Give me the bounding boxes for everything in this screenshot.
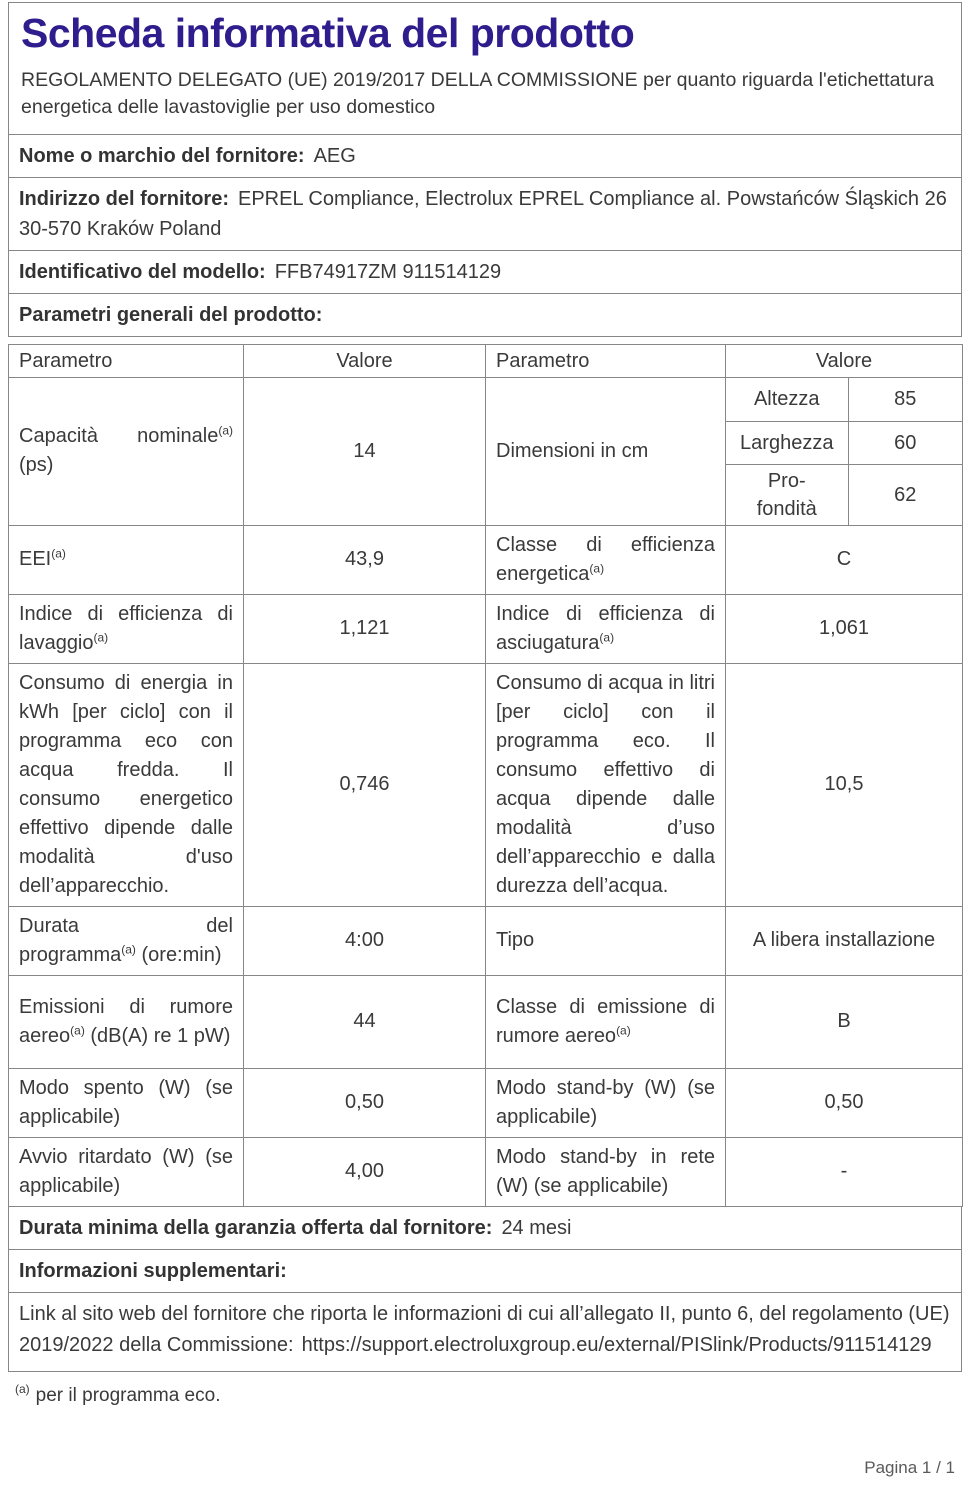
param-value-capacita-nominale: 14: [244, 378, 486, 526]
regulation-text: REGOLAMENTO DELEGATO (UE) 2019/2017 DELLA COMMISSIONE per quanto riguarda l'etichettatura energetica delle lavastoviglie per uso domestico: [21, 69, 935, 118]
warranty-label: Durata minima della garanzia offerta dal fornitore:: [19, 1216, 493, 1239]
model-identifier-label: Identificativo del modello:: [19, 261, 266, 283]
param-value-indice-asciugatura: 1,061: [726, 594, 963, 663]
dimensions-table: [726, 378, 962, 525]
dimension-name-altezza: Altezza: [753, 388, 820, 411]
supplier-address-label: Indirizzo del fornitore:: [19, 188, 229, 210]
param-label-modo-standby: Modo stand-by (W) (se applicabile): [486, 1068, 726, 1137]
column-header-valore-right: Valore: [726, 345, 963, 378]
param-value-tipo: A libera installazione: [726, 906, 963, 975]
table-row-duration-type: [9, 906, 963, 975]
model-identifier-value: FFB74917ZM 911514129: [274, 261, 502, 283]
param-label-emissioni-rumore: Emissioni di rumore aereo$^{(a)}$ (dB(A) re 1 pW): [9, 975, 244, 1068]
param-value-durata-programma: 4:00: [244, 906, 486, 975]
general-parameters-heading-row: [8, 293, 962, 337]
param-value-avvio-ritardato: 4,00: [244, 1137, 486, 1206]
table-row-noise: [9, 975, 963, 1068]
dimension-row-altezza: [726, 378, 962, 421]
table-row-capacity-dimensions: [9, 378, 963, 526]
param-value-classe-efficienza: C: [726, 525, 963, 594]
param-value-indice-lavaggio: 1,121: [244, 594, 486, 663]
table-row-consumption: [9, 663, 963, 906]
param-value-eei: 43,9: [244, 525, 486, 594]
param-label-dimensioni: Dimensioni in cm: [486, 378, 726, 526]
param-value-standby-rete: -: [726, 1137, 963, 1206]
supplementary-heading: Informazioni supplementari:: [19, 1259, 287, 1282]
supplementary-heading-row: [8, 1249, 962, 1293]
supplier-name-row: [8, 134, 962, 178]
dimension-value-larghezza: 60: [848, 421, 962, 464]
param-label-eei: EEI$^{(a)}$: [9, 525, 244, 594]
section-gap: [8, 337, 962, 344]
dimension-row-profondita: [726, 464, 962, 525]
dimension-name-larghezza: Larghezza: [726, 421, 848, 464]
page-number: Pagina 1 / 1: [864, 1458, 955, 1477]
warranty-value: 24 mesi: [501, 1216, 572, 1239]
column-header-parametro-left: Parametro: [9, 345, 244, 378]
supplier-address-value: EPREL Compliance, Electrolux EPREL Compliance al. Powstańców Śląskich 26 30-570 Kraków Poland: [19, 188, 947, 240]
general-parameters-heading: Parametri generali del prodotto:: [19, 304, 323, 326]
supplier-link-intro: Link al sito web del fornitore che riporta le informazioni di cui all’allegato II, punto 6, del regolamento (UE) 2019/2022 della Commissione:: [19, 1302, 950, 1356]
param-label-capacita-nominale: Capacità nominale$^{(a)}$ (ps): [9, 378, 244, 526]
dimension-value-profondita: 62: [848, 464, 962, 525]
supplier-name-value: AEG: [313, 145, 356, 167]
supplier-name-label: Nome o marchio del fornitore:: [19, 145, 305, 167]
dimensions-cell: [726, 378, 963, 526]
intro-section: [8, 2, 962, 135]
param-label-classe-efficienza: Classe di efficienza energetica$^{(a)}$: [486, 525, 726, 594]
param-label-avvio-ritardato: Avvio ritardato (W) (se applicabile): [9, 1137, 244, 1206]
dimension-name-profondita: Pro- fondità: [726, 464, 848, 525]
param-value-emissioni-rumore: 44: [244, 975, 486, 1068]
table-header-row: [9, 345, 963, 378]
model-identifier-row: [8, 250, 962, 294]
param-label-modo-spento: Modo spento (W) (se applicabile): [9, 1068, 244, 1137]
column-header-parametro-right: Parametro: [486, 345, 726, 378]
page-title: Scheda informativa del prodotto: [21, 10, 635, 56]
param-label-tipo: Tipo: [486, 906, 726, 975]
dimension-value-altezza: 85: [848, 378, 962, 421]
table-row-off-standby: [9, 1068, 963, 1137]
footnote-marker: (a): [15, 1382, 30, 1397]
param-label-consumo-energia: Consumo di energia in kWh [per ciclo] con il programma eco con acqua fredda. Il consumo energetico effettivo dipende dalle modalità d'uso dell’apparecchio.: [9, 663, 244, 906]
supplier-website-url[interactable]: https://support.electroluxgroup.eu/external/PISlink/Products/911514129: [301, 1333, 932, 1356]
dimension-row-larghezza: [726, 421, 962, 464]
param-label-classe-rumore: Classe di emissione di rumore aereo$^{(a)}$: [486, 975, 726, 1068]
param-value-modo-spento: 0,50: [244, 1068, 486, 1137]
eco-programme-footnote: [15, 1382, 962, 1407]
param-label-standby-rete: Modo stand-by in rete (W) (se applicabile): [486, 1137, 726, 1206]
table-row-efficiency-indexes: [9, 594, 963, 663]
param-value-modo-standby: 0,50: [726, 1068, 963, 1137]
footnote-text: per il programma eco.: [35, 1384, 221, 1406]
table-row-eei-class: [9, 525, 963, 594]
param-label-consumo-acqua: Consumo di acqua in litri [per ciclo] con il programma eco. Il consumo effettivo di acqua dipende dalle modalità d’uso dell’apparecchio e dalla durezza dell’acqua.: [486, 663, 726, 906]
parameters-table: [8, 344, 963, 1207]
supplier-link-row: [8, 1292, 962, 1372]
column-header-valore-left: Valore: [244, 345, 486, 378]
table-row-delay-network: [9, 1137, 963, 1206]
param-label-indice-lavaggio: Indice di efficienza di lavaggio$^{(a)}$: [9, 594, 244, 663]
warranty-row: [8, 1206, 962, 1250]
supplier-address-row: [8, 177, 962, 251]
param-value-classe-rumore: B: [726, 975, 963, 1068]
param-value-consumo-acqua: 10,5: [726, 663, 963, 906]
param-label-indice-asciugatura: Indice di efficienza di asciugatura$^{(a)}$: [486, 594, 726, 663]
param-label-durata-programma: Durata del programma$^{(a)}$ (ore:min): [9, 906, 244, 975]
param-value-consumo-energia: 0,746: [244, 663, 486, 906]
